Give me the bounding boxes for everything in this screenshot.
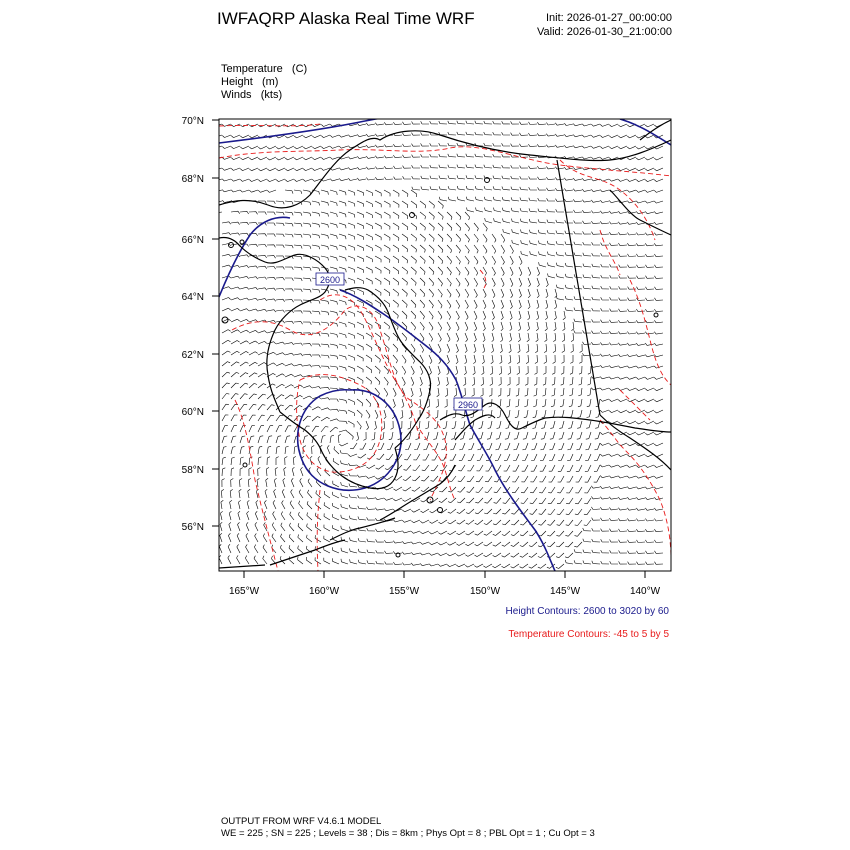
lat-label-70: 70°N bbox=[181, 116, 204, 127]
init-time: Init: 2026-01-27_00:00:00 bbox=[546, 12, 672, 24]
lat-label-56: 56°N bbox=[181, 522, 204, 533]
height-contour-info: Height Contours: 2600 to 3020 by 60 bbox=[505, 606, 669, 617]
chart-title: IWFAQRP Alaska Real Time WRF bbox=[217, 9, 475, 28]
lon-label-165: 165°W bbox=[228, 586, 260, 597]
wind-barb-field bbox=[213, 121, 663, 569]
temperature-contours bbox=[219, 124, 671, 571]
footer-model: OUTPUT FROM WRF V4.6.1 MODEL bbox=[221, 816, 382, 827]
map-plot-area bbox=[213, 112, 671, 571]
lat-label-66: 66°N bbox=[181, 235, 204, 246]
temperature-contour-info: Temperature Contours: -45 to 5 by 5 bbox=[508, 629, 669, 640]
wind-barbs bbox=[213, 121, 663, 569]
lon-label-155: 155°W bbox=[388, 586, 420, 597]
lon-label-140: 140°W bbox=[629, 586, 661, 597]
model-footer bbox=[221, 816, 595, 840]
contour-label-2600 bbox=[316, 273, 344, 285]
lon-label-160: 160°W bbox=[308, 586, 340, 597]
lat-label-60: 60°N bbox=[181, 407, 204, 418]
valid-time: Valid: 2026-01-30_21:00:00 bbox=[537, 26, 672, 38]
latitude-axis bbox=[212, 120, 219, 526]
contour-label-2960-text: 2960 bbox=[457, 400, 479, 410]
lat-label-68: 68°N bbox=[181, 174, 204, 185]
coastlines bbox=[219, 120, 671, 568]
contour-label-2600-text: 2600 bbox=[319, 275, 341, 285]
footer-grid-info: WE = 225 ; SN = 225 ; Levels = 38 ; Dis = 8km ; Phys Opt = 8 ; PBL Opt = 1 ; Cu Opt = 3 bbox=[221, 828, 595, 839]
legend-height: Height (m) bbox=[221, 76, 279, 88]
lat-label-64: 64°N bbox=[181, 292, 204, 303]
lon-label-145: 145°W bbox=[549, 586, 581, 597]
longitude-axis bbox=[244, 571, 645, 578]
lat-label-62: 62°N bbox=[181, 350, 204, 361]
legend-temperature: Temperature (C) bbox=[221, 63, 308, 75]
lon-label-150: 150°W bbox=[469, 586, 501, 597]
contour-label-2960 bbox=[454, 398, 482, 410]
legend-winds: Winds (kts) bbox=[221, 89, 283, 101]
lat-label-58: 58°N bbox=[181, 465, 204, 476]
